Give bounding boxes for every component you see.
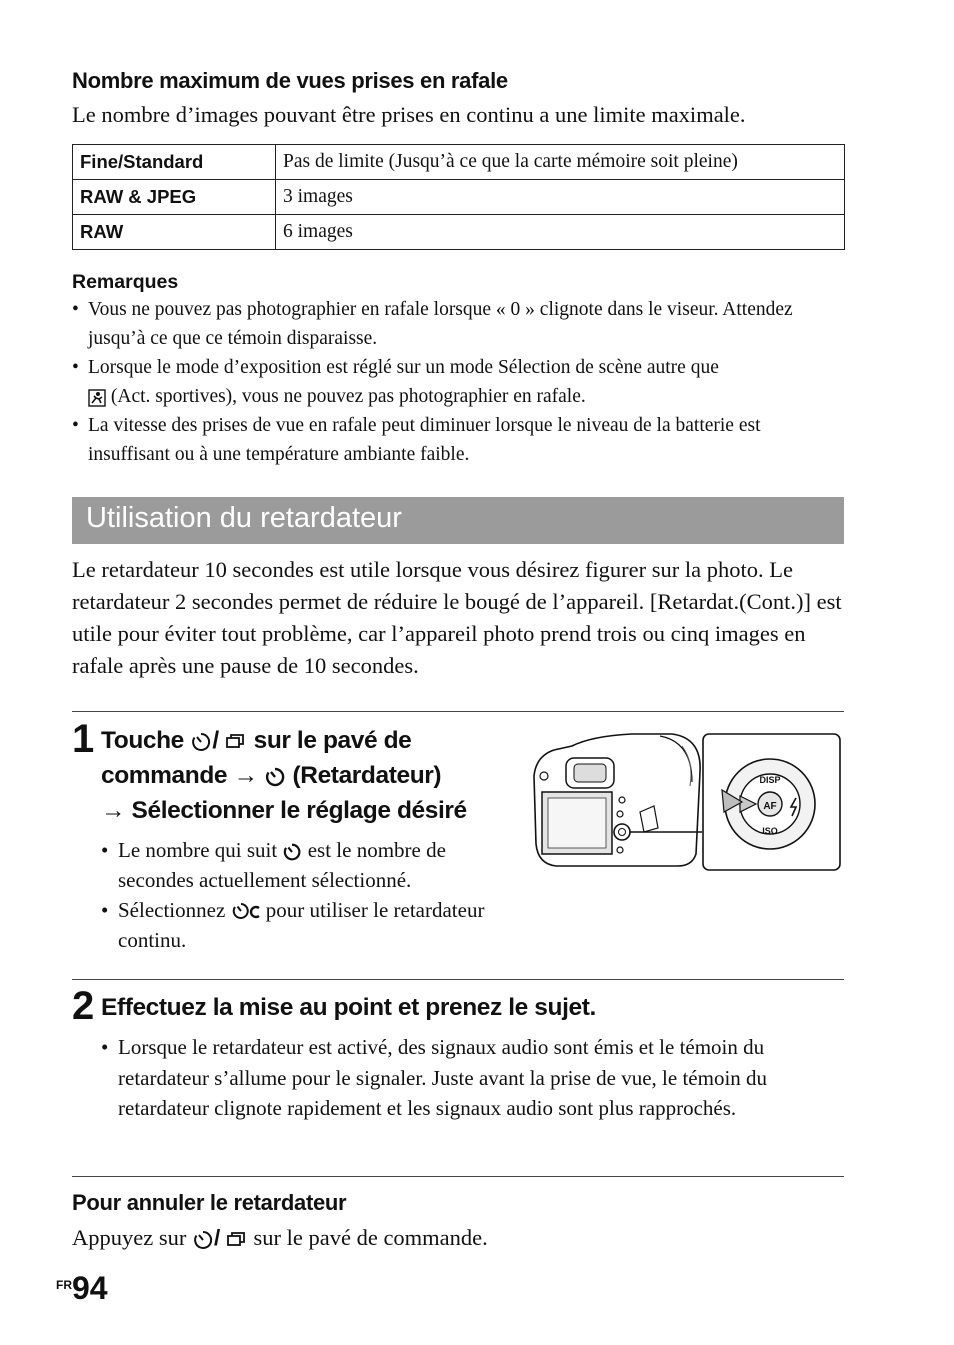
divider xyxy=(72,979,844,980)
drive-mode-icon xyxy=(226,1229,248,1251)
table-cell-mode: RAW & JPEG xyxy=(73,180,276,215)
table-row xyxy=(73,215,845,250)
remark-item xyxy=(72,353,844,411)
divider xyxy=(72,1176,844,1177)
camera-illustration xyxy=(532,732,844,872)
remark-text: Lorsque le mode d’exposition est réglé sur un mode Sélection de scène autre que xyxy=(88,357,719,378)
step1-text: (Retardateur) xyxy=(292,762,442,789)
continuous-self-timer-icon xyxy=(231,902,261,922)
bullet-text: Sélectionnez xyxy=(118,898,226,922)
remarks-list xyxy=(72,295,844,469)
table-row xyxy=(73,145,845,180)
list-item xyxy=(101,895,511,955)
step1-text: Touche xyxy=(101,727,184,754)
bullet-text: pour utiliser le retardateur continu. xyxy=(118,898,485,952)
table-cell-value: Pas de limite (Jusqu’à ce que la carte mémoire soit pleine) xyxy=(276,145,845,180)
burst-intro: Le nombre d’images pouvant être prises en continu a une limite maximale. xyxy=(72,102,746,127)
timer-intro: Le retardateur 10 secondes est utile lorsque vous désirez figurer sur la photo. Le retardateur 2 secondes permet de réduire le bougé de l’appareil. [Retardat.(Cont.)] est utile pour éviter tout problème, car l’appareil photo prend trois ou cinq images en rafale après une pause de 10 secondes. xyxy=(72,557,842,678)
divider xyxy=(72,711,844,712)
step-number: 2 xyxy=(72,984,95,1028)
self-timer-icon xyxy=(282,842,302,862)
drive-mode-icon xyxy=(225,731,247,753)
remark-text: (Act. sportives), vous ne pouvez pas photographier en rafale. xyxy=(110,386,586,407)
arrow-icon: → xyxy=(233,762,258,789)
self-timer-icon xyxy=(264,766,286,788)
sports-action-icon xyxy=(88,389,106,407)
table-cell-value: 3 images xyxy=(276,180,845,215)
bullet-text: est le nombre de secondes actuellement sélectionné. xyxy=(118,838,446,892)
step2-title: Effectuez la mise au point et prenez le sujet. xyxy=(101,994,596,1021)
table-cell-mode: Fine/Standard xyxy=(73,145,276,180)
section-title-band xyxy=(72,497,844,544)
remarks-heading: Remarques xyxy=(72,271,179,293)
cancel-text: Appuyez sur / sur le pavé de commande. xyxy=(72,1225,488,1250)
cancel-text-part: sur le pavé de commande. xyxy=(253,1225,488,1250)
step1-bullets xyxy=(101,835,511,955)
cancel-text-part: Appuyez sur xyxy=(72,1225,187,1250)
arrow-icon: → xyxy=(101,797,126,824)
remark-item: • La vitesse des prises de vue en rafale peut diminuer lorsque le niveau de la batterie est insuffisant ou à une température ambiante faible. xyxy=(72,411,844,469)
table-cell-value: 6 images xyxy=(276,215,845,250)
list-item: • Lorsque le retardateur est activé, des signaux audio sont émis et le témoin du retardateur s’allume pour le signaler. Juste avant la prise de vue, le témoin du retardateur clignote rapidement et les signaux audio sont plus rapprochés. xyxy=(101,1032,841,1124)
remark-item: • Vous ne pouvez pas photographier en rafale lorsque « 0 » clignote dans le viseur. Attendez jusqu’à ce que ce témoin disparaisse. xyxy=(72,295,844,353)
step1-title: Touche / sur le pavé de commande → (Retardateur) → Sélectionner le réglage désiré xyxy=(101,727,467,824)
self-timer-icon xyxy=(192,1229,214,1251)
dial-label-disp: DISP xyxy=(759,775,781,785)
table-cell-mode: RAW xyxy=(73,215,276,250)
page-number: 94 xyxy=(72,1270,108,1306)
step1-text: Sélectionner le réglage désiré xyxy=(131,797,467,824)
table-row xyxy=(73,180,845,215)
step-number: 1 xyxy=(72,717,95,761)
burst-heading: Nombre maximum de vues prises en rafale xyxy=(72,68,508,93)
section-title: Utilisation du retardateur xyxy=(86,502,402,534)
self-timer-icon xyxy=(190,731,212,753)
burst-limit-table xyxy=(72,144,845,250)
bullet-text: Le nombre qui suit xyxy=(118,838,278,862)
list-item xyxy=(101,835,511,895)
cancel-heading: Pour annuler le retardateur xyxy=(72,1190,347,1215)
step1-text: commande xyxy=(101,762,228,789)
step2-bullets xyxy=(101,1032,841,1124)
dial-label-iso: ISO xyxy=(762,826,778,836)
dial-label-af: AF xyxy=(763,801,777,812)
step1-text: sur le pavé de xyxy=(253,727,412,754)
footer-lang: FR xyxy=(56,1278,72,1292)
